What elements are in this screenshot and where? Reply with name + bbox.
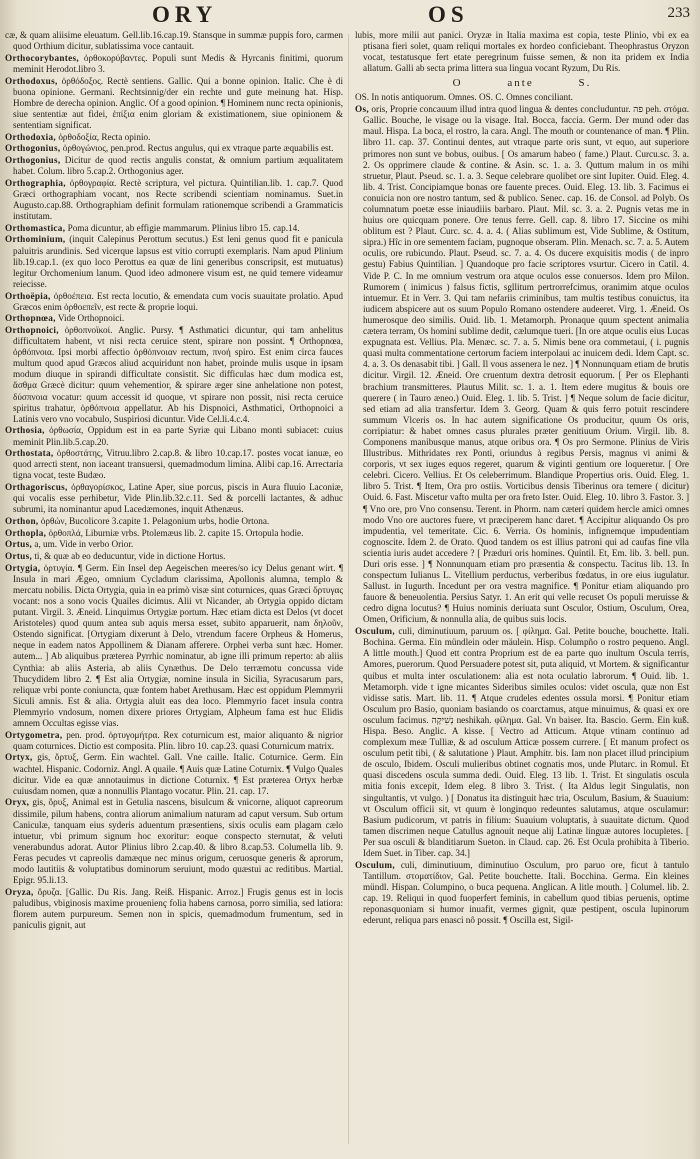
headword: Orthographia, bbox=[5, 177, 66, 188]
right-entries bbox=[355, 92, 689, 926]
headword: Orthopnœa, bbox=[5, 313, 56, 324]
headword: Orthopnoici, bbox=[5, 324, 59, 335]
dictionary-entry bbox=[5, 313, 343, 324]
headword: Orthostata, bbox=[5, 448, 54, 459]
running-head-right: OS bbox=[428, 2, 469, 27]
dictionary-entry bbox=[5, 30, 343, 52]
dictionary-entry bbox=[5, 482, 343, 515]
headword: Ortus, bbox=[5, 551, 33, 561]
entry-text: ὀρθογραφία. Rectè scriptura, vel pictura. Quintilian.lib. 1. cap.7. Quod Græci orthographiam vocant, nos Recte scribendi scientiam nominamus. Suet.in Augusto.cap.88. Orthographiam definit formulam rationemque scribendi a Grammaticis institutam. bbox=[13, 177, 343, 222]
section-subhead bbox=[355, 78, 689, 89]
entry-text: ὀρθών, Bucolicore 3.capite 1. Pelagonium urbs, hodie Ortona. bbox=[40, 515, 270, 526]
entry-text: ὀρθοδοξία, Recta opinio. bbox=[58, 131, 151, 142]
column-divider bbox=[348, 34, 349, 1144]
subhead-mid: ante bbox=[507, 77, 534, 90]
entry-text: Dicitur de quod rectis angulis constat, & omnium partium æqualitatem habet. Colum. libro 5.cap.2. Orthogonius ager. bbox=[13, 155, 343, 177]
entry-text: ὀρθόδοξος. Rectè sentiens. Gallic. Qui a bonne opinion. Italic. Che è di buona opinione. Germani. Rechtsinnig/der ein rechte und gute meinung hat. Hisp. Hombre de derecha opinion. Anglic. Of a good opinion. ¶ Hominem nunc recta opinionis, siue sententiæ aut fidei, ἐπίξια enim gloriam & existimationem, siue opinionem & sententiam significat. bbox=[13, 75, 343, 130]
headword: Orthogonius, bbox=[5, 143, 61, 154]
entry-text: culi, diminutiuum, paruum os. [ φίλημα. Gal. Petite bouche, bouchette. Itali. Bochina. Germa. Ein mündlein oder mäulein. Hisp. Columpño o rostro pequeno. Angl. A little mouth.] Quod ett contra Proprium est de ea parte quo inultum Oscula terris, Amores, puerorum. Quod Persuadere potest sit, puta aliquid, vt Mortem. & significantur quibus et multa inter osculationem: alia est nota oculatio labrorum. ¶ Ouid. lib. 1. Metamorph. vide t igne micantes Sideribus similes oculos: videt oscula, quæ non Est vidisse satis. Mart. lib. 11. ¶ Atque crudeles edentes ossula morsi. ¶ Ponitur etiam Osculum pro Basio, quoniam basiando os coarctamus, atque minuimus, & quasi ex ore osculum facimus. נְשִׁיקָה neshikah. φίλημα. Gal. Vn baiser. Ita. Bascio. Germ. Ein kuß. Hispa. Beso. Anglic. A kisse. [ Vectro ad Atticum. Atque vtinam continuo ad complexum meæ Tulliæ, & ad osculum Atticæ possem currere. [ Et manum profect os osculum petit tibi, ( & salutatione ) Plaut. Amphitr. bis. Iam non placet illud principium de osculo, Ibidem. Osculi mulieribus obtinet cognatis mos, unde Plutarc. in Romul. Et quasi discedens oscula summa dedi. Ouid. Eleg. 13 lib. 1. Trist. Et singulatis oscula mitia fonis excepit, Idem eleg. 8 libro 3. Trist. ( Ita Aldus legit Singulatis, non singultantis, vt vulgo. ) [ Donatus ita distinguit hæc tria, Osculum, Basium, & Suauium: vt Osculum officii sit, vt quum è longinquo redeuntes salutamus, atque osculamur: Basium pudicorum, vt patris in filium: Suauium voluptatis, à suauitate dictum. Quod tamen discrimen neque Catullus agnouit neque alij Latinæ linguæ autores locupletes. [ Per sua osculi & blanditiarum Sueton. in Claud. cap. 26. Est Ocula prohibita à Tiberio. Idem Suet. in Tiber. cap. 34.] bbox=[363, 626, 689, 859]
dictionary-entry bbox=[355, 860, 689, 927]
page-header bbox=[0, 2, 700, 30]
headword: Ortygometra, bbox=[5, 729, 63, 740]
dictionary-entry bbox=[355, 626, 689, 859]
headword: Orthodoxia, bbox=[5, 131, 57, 142]
headword: Osculum, bbox=[355, 626, 395, 637]
headword: Orthopla, bbox=[5, 527, 47, 538]
dictionary-entry bbox=[355, 92, 689, 103]
dictionary-entry bbox=[5, 797, 343, 886]
entry-text: ὀρθοστάτης, Vitruu.libro 2.cap.8. & libro 10.cap.17. postes vocat ianuæ, eo quod arrecti stent, non iaceant transuersi, quemadmodum limina. Alibi cap.16. Arrectaria tigna vocat, teste Budæo. bbox=[13, 448, 343, 481]
entry-text: ὀρθωσία, Oppidum est in ea parte Syriæ qui Libano monti subiacet: cuius meminit Plin.lib.5.cap.20. bbox=[13, 425, 343, 447]
right-column bbox=[355, 30, 689, 1150]
dictionary-entry bbox=[5, 730, 343, 752]
entry-text: (inquit Calepinus Perottum secutus.) Est leni genus quod fit e panicula paluitris arundinis. Sed vicerque lapsus est vitio corrupti exemplaris. Nam apud Plinium lib.19.cap.1. (ex quo loco Perottus ea quæ de lini generibus conscripsit, est mutuatus) legitur Orchomenium lanum. Quod ideo admonere visum est, ne quid temere videamur reiecisse. bbox=[13, 234, 343, 289]
headword: Ortygia, bbox=[5, 562, 41, 573]
dictionary-entry bbox=[5, 539, 343, 550]
headword: Orthomastica, bbox=[5, 222, 66, 233]
entry-text: gis, ὄρτυξ, Germ. Ein wachtel. Gall. Vne caille. Italic. Coturnice. Germ. Ein wachtel. Hispanic. Codorniz. Angl. A quaile. ¶ Auis quæ Latine Coturnix. ¶ Vulgo Quales dicitur. Vide ea quæ annotauimus in dictione Coturnix. ¶ Est præterea Ortyx herbæ cuiusdam nomen, quæ a nonnullis Plantago vocatur. Plin. 21. cap. 17. bbox=[13, 752, 343, 796]
subhead-left: O bbox=[452, 77, 463, 90]
dictionary-entry bbox=[5, 551, 343, 562]
entry-text: culi, diminutiuum, diminutiuo Osculum, pro paruo ore, ficut à tantulo Tantillum. στοματίδιον, Gal. Petite bouchette. Itali. Bocchina. Germa. Ein kleines mündl. Hispan. Columpino, o buca pequena. Anglican. A litle mouth. ] Columel. lib. 2. cap. 19. Reliqui in quod fuoperfert feminis, in cabellum quod tibias peruenis, optime reponasquoniam si humor inuafit, vermes gignit, quæ pestipent, oscula lupinorum ederunt, reliqua pars enasci nô possit. ¶ Oscilla est, Sigil- bbox=[363, 859, 689, 926]
dictionary-entry bbox=[5, 53, 343, 75]
entry-text: oris, Proprie concauum illud intra quod lingua & dentes concluduntur. פה peh. στόμα. Gallic. Bouche, le visage ou la visage. Ital. Bocca, faccia. Germ. Der mund oder das maul. Hispa. La boca, el rostro, la cara. Angl. The mouth or countenance of man. ¶ Plin. libro 11. cap. 37. Continui dentes, aut vtraque parte oris sunt, vt equo, aut superiore primores non sunt ve bobus, ouibus. [ Os amarum habeo ( fame.) Plaut. Curcu.sc. 3. a. 2. Os opprimere claude & contine. & Asin. sc. 1. a. 3. Quttum malum in os mihi struetur, Plaut. Pseud. sc. 1. a. 3. Seque celebrare quolibet ore sint Iupiter. Ouid. Eleg. 4. lib. 4. Trist. Concipiamque bonas ore fauente preces. Ouid. Eleg. 13. lib. 3. Facimus ei conuicia non ore nostro tantum, sed & publico. Senec. cap. 16. de Consol. ad Polyb. Os columnatum poetæ esse iniaudiiis barbaro. Plaut. Mil. sc. 3. a. 2. Pugnis vetas me in huius ore quicquam ponere. Ore tenus ferre. Gell. cap. 8. libro 17. Siccine os mihi oblitum est ? Plaut. Curc. sc. 4. a. 4. ( Alias sublimum est, Vide Sublime, & Ostitum, sipra.) Hîc in ore sementem faciam, pugnoque obseram. Plin. Menach. sc. 7. a. 5. Autem oculis, ore rubicundo. Plaut. Pseud. sc. 7. a. 4. Os ducere exquisitis modis ( de inpro gestu) Fabius Quintilian. ] Quandoque pro facie scriptores vsurtur. Cicero in Catil. 4. Vide P. C. In me omnium vestrum ora atque oculos esse conuersos. Idem pro Milon. Rumorem ( inimicus ) falsus fictis, sgllitum pertrorrefcimus, oranimim atque oculos intuemur. Et in Verr. 3. Qui tam nefariis criminibus, tam multis testibus conuictus, ita iudicem abspicere aut os suum Populo Romano ostendere audeeret. Virg. 1. Æneid. Os humerosque deo similis. Ouid. lib. 1. Metamorph. Pronaque quum spectent animalia cætera terram, Os homini sublime dedit, cælumque tueri. [In ore atque oculis eius Lucas expugnata est. Vellius. Pla. Menæc. sc. 7. a. 5. Nimis bene ora commetaui, ( i. pugnis quasi multa commentatione certorum faciem interpolaui ac inuicem dedi. Idem Capt. sc. 4. a. 3. Os denasabit tibi. ] Gall. Il vous assenera le nez. ] ¶ Nonnunquam etiam de brutis dicitur. Virgil. 12. Æneid. Ore cruentum dextra detrosit equorum. [ Per os Elephanti brachium transmitteres. Plautus Milit. sc. 1. a. 1. Item edere mugitus & bouis ore querere ( in Tauro æneo.) Ouid. Eleg. 1. lib. 5. Trist. ] ¶ Neque solum de facie dicitur, sed etiam ad alia transfertur. Idem 3. Georg. Quam & quis ferro potuit rescindere summum Vlceris os. In hac autem significatione Os producitur, quum Os oris, corripiatur: & habet omnes casus plurales præter genitiuum Orium. Virgil. lib. 8. Componens manibusque manus, atque oribus ora. ¶ Os pro Sermone. Plinius de Viris Illustribus. Mithridates rex Ponti, oriundus à regibus Persis, magnus vi animi & corporis, vt sex iuges equos regeret, quarum & viginti gentium ore loqueretur. [ Ore celebri. Cicero. Vellius. Et Os celeberrimum. Blandique Propertius oris. Ouid. Eleg. 1. libro 5. Trist. ¶ Item, Ora pro ostiis. Vorticibus densis Tiberinus ora temere ( dicitur) Ouid. 6. Fast. Miscetur vafto multa per ora freto Ister. Ouid. Eleg. 10. libro 3. Fastor. 3. ] ¶ Vno ore, pro Vno consensu. Terent. in Phorm. nam cæteri quidem hercle amici omnes modo Vno ore auctores fuere, vt præciperem hanc daret. ¶ Accipitur aliquando Os pro impudentia, vel temeritate. Cic. 6. Verria. Os hominis, infignemque impudentiam cognoscite. Idem 2. de Orato. Quod tandem os est illius patroni qui ad caufas fine vlla scientia iuris audet accedere ? [ Præduri oris homines. Quintil. Et, Em. lib. 3. bell. pun. Duri oris esse. ] ¶ Nonnunquam etiam pro præsentia & conspectu. Tacitus lib. 13. In conspectum Iulianus L. Vitellium perductus, verberibus fœdatus, in ore eius iugulatur. Sallust. in Iugurth. Incedunt per ora vestra magnifice. ¶ Ponitur etiam aliquando pro fauore & beneuolentia. Persius Satyr. 1. An erit qui velle recuset Os populi meruisse & cedro digna locutus? ¶ Huius nominis deriuata sunt Osculor, Ostium, Osculum, Orea, Omen, Orificium, & nonnulla alia, de quibus suis locis. bbox=[363, 104, 689, 625]
dictionary-entry bbox=[5, 448, 343, 481]
entry-text: ὀρθοπλά, Liburniæ vrbs. Ptolemæus lib. 2. capite 15. Ortopula hodie. bbox=[48, 527, 304, 538]
dictionary-entry bbox=[5, 752, 343, 796]
entry-text: ὀρθαγορίσκος, Latine Aper, siue porcus, piscis in Aura fluuio Laconiæ, qui vocalis esse perhibetur, Vide Plin.lib.32.c.11. Sed & porcelli lactantes, & adhuc subrumi, ita nominantur apud Lacedæmones, inquit Athenæus. bbox=[13, 482, 343, 515]
page-number: 233 bbox=[667, 5, 690, 21]
entry-text: pen. prod. ὀρτυγομήτρα. Rex coturnicum est, maior aliquanto & nigrior quam coturnices. Dictio est composita. Plin. libro 10. cap.23. quasi Coturnicum matrix. bbox=[13, 729, 343, 751]
headword: Orthogonius, bbox=[5, 155, 61, 165]
left-column bbox=[5, 30, 343, 1150]
entry-text: ὀρθοπνοϊκοί. Anglic. Pursy. ¶ Asthmatici dicuntur, qui tam anhelitus difficultatem habent, vt nisi recta ceruice stent, spirare non possint. ¶ Orthopnœa, ὀρθόπνοια. Ipsi morbi affectio ὀρθόπνοιαν rectum, πνοή spiro. Est enim circa fauces multum quod apud Græcos aliud acquiridunt non habet, proinde mulis usque in ipsam modum diuque in spirandi difficultate consistit. Sic difficulas hæc dum modica est, ἄσθμα Græcè dicitur: quum vehementior, & spirare æger sine anhelatione non potest, δύσπνοια vocatur: quum accessit id quoque, vt spirare non possit, nisi recta ceruice spiritus trahatur, ὀρθόπνοια appellatur. Ab his Dispnoici, Asthmatici, Orthopnoici a Latinis vero vno vocabulo, Suspiriosi dicuntur. Vide Cel.li.4.c.4. bbox=[13, 324, 343, 424]
entry-text: ὄρυζα. [Gallic. Du Ris. Jang. Reiß. Hispanic. Arroz.] Frugis genus est in locis paludibus, vbiginosis maxime prouenienç folia habens carnosa, porro similia, sed latiora: florem autem purpureum. Semen non in spicis, quemadmodum frumentum, sed in paniculis gignit, aut bbox=[13, 886, 343, 931]
headword: Oryx, bbox=[5, 797, 30, 808]
entry-text: OS. In notis antiquorum. Omnes. OS. C. Omnes conciliant. bbox=[355, 92, 573, 103]
dictionary-entry bbox=[5, 234, 343, 289]
dictionary-entry bbox=[5, 516, 343, 527]
headword: Orthon, bbox=[5, 515, 39, 526]
dictionary-entry bbox=[5, 291, 343, 313]
headword: Orthocorybantes, bbox=[5, 52, 79, 63]
entry-text: a, um. Vide in verbo Orior. bbox=[34, 539, 134, 550]
dictionary-entry bbox=[5, 143, 343, 154]
headword: Osculum, bbox=[355, 859, 395, 870]
entry-text: Vide Orthopnoici. bbox=[57, 313, 125, 324]
running-head-left: ORY bbox=[152, 2, 218, 27]
headword: Os, bbox=[355, 104, 369, 115]
headword: Oryza, bbox=[5, 886, 34, 897]
dictionary-entry bbox=[5, 325, 343, 425]
headword: Ortyx, bbox=[5, 752, 33, 763]
headword: Orthagoriscus, bbox=[5, 482, 68, 493]
headword: Ortus, bbox=[5, 539, 33, 550]
headword: Orthoëpia, bbox=[5, 290, 51, 301]
subhead-right: S. bbox=[578, 77, 592, 90]
headword: Orthosia, bbox=[5, 425, 45, 436]
dictionary-entry bbox=[5, 223, 343, 234]
dictionary-entry bbox=[5, 132, 343, 143]
entry-text: ti, & quæ ab eo deducuntur, vide in dictione Hortus. bbox=[34, 551, 226, 561]
dictionary-entry bbox=[5, 528, 343, 539]
entry-text: ὀρθογώνιος, pen.prod. Rectus angulus, qui ex vtraque parte æquabilis est. bbox=[62, 143, 334, 154]
headword: Orthodoxus, bbox=[5, 75, 58, 86]
entry-text: ὀρθοέπεια. Est recta locutio, & emendata cum vocis suauitate prolatio. Apud Græcos enim ὀρθοεπεῖν, est recte & proprie loqui. bbox=[13, 290, 343, 312]
dictionary-entry bbox=[5, 178, 343, 222]
entry-text: Poma dicuntur, ab effigie mammarum. Plinius libro 15. cap.14. bbox=[67, 222, 300, 233]
entry-text: ὀρτυγία. ¶ Germ. Ein Insel dep Aegeischen meeres/so icy Delus genant wirt. ¶ Insula in mari Ægeo, omnium Cycladum clarissima, Apollonis alumna, templo & mercatu nobilis. Dicta Ortygia, quia in ea primò visæ sint coturnices, quas Græci ὄρτυγας vocant: nos a sono vocis Quailes dicimus. Alii vt Nicander, ab Ortygia oppido dictam putant. Virgil. 3. Æneid. Linquimus Ortygiæ portum. Hæc etiam dicta est Delos (vt docet Aristoteles) quod quum antea sub aquis mersa esset, subito apparuerit, nam δηλοῦν, Ostendo significat. [Ortygiam dixerunt à Delo, vtrendum facere Orpheus & Homerus, neque in eadem natos Appollinem & Dianam afferere. Orphei verba sunt hæc. Homer. autem... ] Ab aliquibus præterea Pyrrhic nominatur, ab igne illi primum reperto: ab aliis Cynthia: ab aliis Asteria, ab aliis Cynæthus. De Delo terræmotu concussa vide Thucydidem libro 2. ¶ Est alia Ortygiæ, nomine insula in Sicilia, Syracusarum pars, reliquæ vrbi ponte coniuncta, quæ fontem habet Arethusam. Hæc est oppidum Plemmyrii Siculi amnis. Est & alia. Ortygia aluit eas dea loco. Plemmyrio facet insula contra Plemmyrio vndosum, nomen dixere priores Ortygiam, Alpheum fama est huc Elidis amnem Occultas egisse vias. bbox=[13, 562, 343, 728]
dictionary-entry bbox=[5, 563, 343, 729]
entry-text: ὀρθοκορύβαντες. Populi sunt Medis & Hyrcanis finitimi, quorum meminit Herodot.libro 3. bbox=[13, 52, 343, 74]
dictionary-entry bbox=[5, 155, 343, 177]
dictionary-entry bbox=[5, 887, 343, 931]
headword: Orthominium, bbox=[5, 234, 66, 245]
entry-text: cæ, & quam aliisime eleuatum. Gell.lib.16.cap.19. Stansque in summæ puppis foro, carmen quod Orthium dicitur, sublatissima voce cantauit. bbox=[5, 30, 343, 52]
entry-continuation: lubis, more milii aut panici. Oryzæ in Italia maxima est copia, teste Plinio, vbi ex ea ptisana fieri solet, quam reliqui mortales ex hordeo conficiebant. Theophrastus Oryzon vocat, testatusque fert etate peregrinum fuisse semen, & non ita pridem ex India allatum. Galli ab secta prima littera sua lingua vocant Ryzum, Du Ris. bbox=[355, 30, 689, 74]
entry-text: gis, ὄρυξ, Animal est in Getulia nascens, bisulcum & vnicorne, aliquot capreorum dissimile, pilum habens, contra aliorum animalium naturam ad caput versum. Sub ortum Caniculæ, tanquam eius syderis aduentum præsentiens, sixis oculis eam plagam cælo intuetur, vbi primum signum hoc exoritur: eoque conspecto sternutat, & veluti venerabundus adorat. Autor Plinius libro 2.cap.40. & libro 8.cap.53. Columella lib. 9. Feras pecudes vt capreolis damæque nec minus origum, ceruosque generis & aprorum, modo lautitiis & voluptatibus dominorum seruiunt, modo quæstui ac reditibus. Martial. Epigr. 95.li.13. bbox=[13, 797, 343, 886]
dictionary-entry bbox=[355, 104, 689, 625]
dictionary-entry bbox=[5, 76, 343, 131]
dictionary-entry bbox=[5, 425, 343, 447]
